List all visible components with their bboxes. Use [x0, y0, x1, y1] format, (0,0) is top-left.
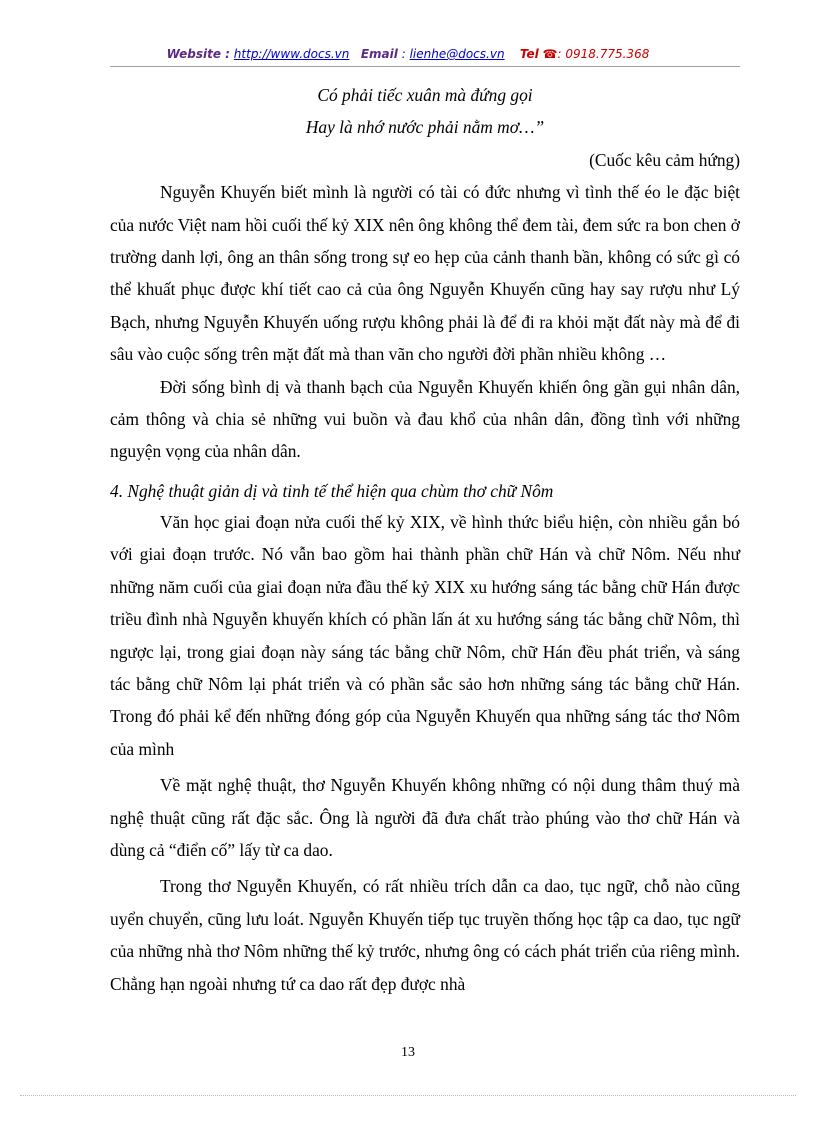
poem-line: Hay là nhớ nước phải nằm mơ…” — [305, 117, 545, 138]
body-paragraph: Đời sống bình dị và thanh bạch của Nguyễn Khuyến khiến ông gần gụi nhân dân, cảm thông và chia sẻ những vui buồn và đau khổ của nhân dân, đồng tình với những nguyện vọng của nhân dân. — [110, 376, 740, 462]
poem-line: Có phải tiếc xuân mà đứng gọi — [317, 85, 533, 105]
body-paragraph: Trong thơ Nguyễn Khuyến, có rất nhiều trích dẫn ca dao, tục ngữ, chỗ nào cũng uyển chuyển, cũng lưu loát. Nguyễn Khuyến tiếp tục truyền thống học tập ca dao, tục ngữ của những nhà thơ Nôm những thế kỷ trước, nhưng ông có cách phát triển của riêng mình. Chẳng hạn ngoài nhưng tứ ca dao rất đẹp được nhà — [110, 876, 740, 994]
page-header — [0, 47, 816, 61]
email-label: Email — [360, 47, 398, 61]
footer-divider — [20, 1095, 796, 1096]
body-paragraph: Nguyễn Khuyến biết mình là người có tài có đức nhưng vì tình thế éo le đặc biệt của nước Việt nam hồi cuối thế kỷ XIX nên ông không thể đem tài, đem sức ra bon chen ở trường danh lợi, ông an thân sống trong sự eo hẹp của cảnh thanh bần, không có sức gì có thể khuất phục được khí tiết cao cả của ông Nguyễn Khuyến cũng hay say rượu như Lý Bạch, nhưng Nguyễn Khuyến uống rượu không phải là để đi ra khỏi mặt đất này mà để đi sâu vào cuộc sống trên mặt đất mà than vãn cho người đời phần nhiều không … — [110, 182, 740, 365]
document-body — [110, 79, 740, 1000]
body-paragraph: Văn học giai đoạn nửa cuối thế kỷ XIX, về hình thức biểu hiện, còn nhiều gắn bó với giai đoạn trước. Nó vẫn bao gồm hai thành phần chữ Hán và chữ Nôm. Nếu như những năm cuối của giai đoạn nửa đầu thế kỷ XIX xu hướng sáng tác bằng chữ Hán được triều đình nhà Nguyễn khuyến khích có phần lấn át xu hướng sáng tác bằng chữ Nôm, thì ngược lại, trong giai đoạn này sáng tác bằng chữ Nôm, chữ Hán đều phát triển, và sáng tác bằng chữ Nôm lại phát triển và có phần sắc sảo hơn những sáng tác bằng chữ Hán. Trong đó phải kể đến những đóng góp của Nguyễn Khuyến qua những sáng tác thơ Nôm của mình — [110, 511, 740, 759]
phone-icon: ☎ — [542, 47, 558, 61]
body-paragraph: Về mặt nghệ thuật, thơ Nguyễn Khuyến không những có nội dung thâm thuý mà nghệ thuật cũng rất đặc sắc. Ông là người đã đưa chất trào phúng vào thơ chữ Hán và dùng cả “điển cố” lấy từ ca dao. — [110, 775, 740, 860]
page-number: 13 — [401, 1045, 415, 1060]
tel-label: Tel — [519, 47, 539, 61]
section-heading: 4. Nghệ thuật giản dị và tinh tế thể hiện qua chùm thơ chữ Nôm — [110, 480, 554, 501]
website-link[interactable]: http://www.docs.vn — [233, 47, 350, 61]
phone-number: : 0918.775.368 — [557, 47, 650, 61]
email-separator: : — [401, 47, 406, 61]
website-label: Website : — [166, 47, 230, 61]
email-link[interactable]: lienhe@docs.vn — [409, 47, 505, 61]
poem-citation: (Cuốc kêu cảm hứng) — [589, 149, 740, 170]
header-divider — [110, 66, 740, 67]
